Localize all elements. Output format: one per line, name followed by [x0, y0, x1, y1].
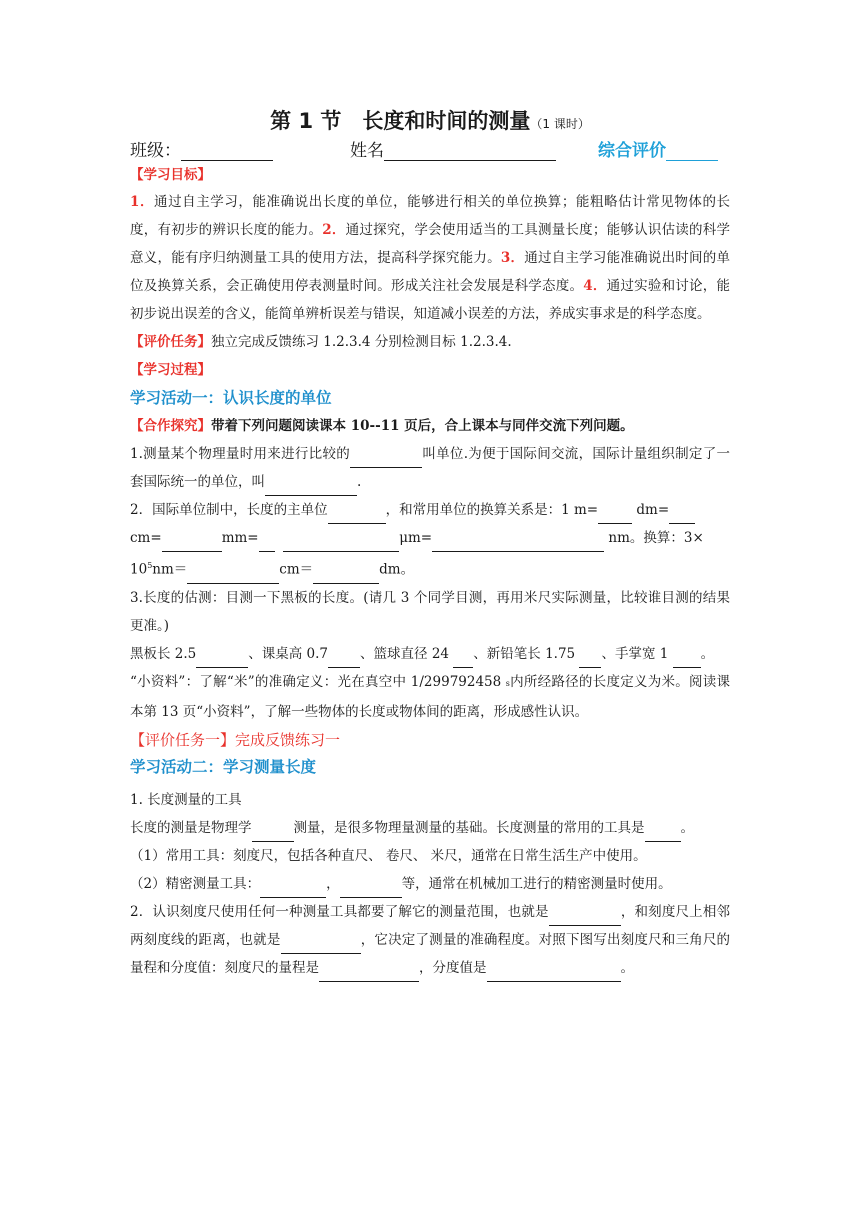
q2-blank-main-unit[interactable] — [328, 509, 386, 524]
q1-blank-1[interactable] — [350, 453, 422, 468]
est-pencil: 、新铅笔长 1.75 — [473, 645, 580, 662]
s2-part-b: ，和刻度尺上相邻两刻度线的距离，也就是 — [130, 903, 731, 948]
goal-3-text: 通过自主学习能准确说出时间的单位及换算关系，会正确使用停表测量时间。形成关注社会发展是科学态度。 — [130, 250, 731, 294]
goal-4-number: 4． — [583, 278, 607, 294]
activity-1-heading: 学习活动一：认识长度的单位 — [130, 388, 332, 407]
s2-blank-ruler-division[interactable] — [487, 967, 621, 982]
goal-2-number: 2． — [322, 222, 346, 238]
section-2-text — [130, 898, 730, 982]
est-end: 。 — [700, 645, 715, 662]
t2-blank-1[interactable] — [260, 883, 326, 898]
t2-blank-2[interactable] — [340, 883, 402, 898]
name-label: 姓名 — [350, 141, 384, 161]
s1-blank-basic[interactable] — [252, 827, 294, 842]
q2-blank-cm[interactable] — [669, 509, 695, 524]
q2-blank-um-a[interactable] — [259, 537, 275, 552]
s1-part-c: 。 — [680, 819, 694, 836]
name-field — [350, 136, 556, 161]
info-part-b: 内所经路径的长度定义为米。阅读课本第 13 页“小资料”，了解一些物体的长度或物体间的距离，形成感性认识。 — [130, 673, 730, 720]
q2-part-i: nm＝ — [152, 561, 188, 578]
q2-blank-um-b[interactable] — [283, 537, 399, 552]
question-3: 3.长度的估测：目测一下黑板的长度。(请几 3 个同学目测，再用米尺实际测量，比较谁目测的结果更准。) — [130, 589, 730, 634]
eval-blank[interactable] — [666, 142, 718, 161]
q2-blank-convert-dm[interactable] — [313, 569, 379, 584]
q2-part-g: nm。换算：3× — [604, 530, 704, 546]
q2-blank-mm[interactable] — [162, 537, 222, 552]
s1-part-b: 测量，是很多物理量测量的基础。长度测量的常用的工具是 — [293, 819, 645, 836]
worksheet-content — [130, 106, 730, 982]
goal-3-number: 3． — [500, 250, 525, 266]
est-desk: 、课桌高 0.7 — [248, 645, 329, 662]
tool-2 — [130, 870, 730, 898]
t2-part-c: 等，通常在机械加工进行的精密测量时使用。 — [401, 875, 672, 892]
est-palm: 、手掌宽 1 — [601, 645, 673, 662]
eval-task-line — [130, 328, 730, 356]
eval-field — [598, 136, 718, 161]
student-info-row — [130, 136, 730, 162]
q2-part-j: cm＝ — [279, 561, 314, 578]
estimation-line — [130, 640, 730, 726]
q2-power-base: 10 — [130, 561, 148, 578]
q1-part-c: . — [357, 474, 362, 490]
q2-blank-dm[interactable] — [598, 509, 632, 524]
title-sub: （1 课时） — [530, 117, 590, 131]
eval-label: 综合评价 — [598, 141, 666, 161]
q1-part-a: 1.测量某个物理量时用来进行比较的 — [130, 446, 351, 462]
est-blackboard: 黑板长 2.5 — [130, 645, 197, 662]
q1-blank-2[interactable] — [265, 481, 357, 496]
section-1-title: 1. 长度测量的工具 — [130, 791, 242, 808]
coop-heading: 【合作探究】 — [130, 418, 211, 434]
question-1 — [130, 440, 730, 496]
s2-blank-ruler-range[interactable] — [319, 967, 419, 982]
tool-1: （1）常用工具：刻度尺，包括各种直尺、 卷尺、 米尺，通常在日常生活生产中使用。 — [130, 847, 647, 864]
s2-part-a: 2．认识刻度尺使用任何一种测量工具都要了解它的测量范围，也就是 — [130, 903, 549, 920]
q2-part-c: dm= — [632, 502, 670, 518]
goal-2-text: 通过探究，学会使用适当的工具测量长度；能够认识估读的科学意义，能有序归纳测量工具的使用方法，提高科学探究能力。 — [130, 222, 731, 266]
q2-part-b: ，和常用单位的换算关系是：1 m= — [385, 502, 599, 518]
eval-task-heading: 【评价任务】 — [130, 334, 211, 350]
class-field — [130, 136, 273, 161]
section-1-text — [130, 814, 730, 842]
title-main: 第 1 节 长度和时间的测量 — [270, 109, 531, 133]
goal-1-text: 通过自主学习，能准确说出长度的单位，能够进行相关的单位换算；能粗略估计常见物体的长度，有初步的辨识长度的能力。 — [130, 194, 731, 238]
q2-blank-nm[interactable] — [432, 537, 604, 552]
q2-part-e: mm= — [221, 530, 259, 546]
coop-line — [130, 412, 730, 440]
eval-task-text: 独立完成反馈练习 1.2.3.4 分别检测目标 1.2.3.4. — [211, 334, 512, 350]
goals-heading: 【学习目标】 — [130, 167, 211, 183]
q2-part-a: 2．国际单位制中，长度的主单位 — [130, 502, 328, 518]
q2-part-d: cm= — [130, 530, 162, 546]
class-blank[interactable] — [181, 142, 273, 161]
est-blank-desk[interactable] — [328, 653, 360, 668]
s2-blank-range[interactable] — [549, 911, 621, 926]
s2-part-d: ，分度值是 — [419, 959, 487, 976]
est-blank-palm[interactable] — [673, 653, 701, 668]
page-title — [130, 106, 730, 136]
name-blank[interactable] — [384, 142, 556, 161]
s1-blank-tool[interactable] — [645, 827, 681, 842]
s2-blank-division[interactable] — [281, 939, 361, 954]
q2-blank-convert-cm[interactable] — [187, 569, 279, 584]
q2-part-k: dm。 — [379, 561, 415, 578]
q2-power-exponent: 5 — [147, 561, 153, 570]
t2-part-b: ， — [326, 875, 340, 892]
info-seconds: s — [505, 678, 510, 688]
goal-1-number: 1． — [130, 194, 155, 210]
process-heading: 【学习过程】 — [130, 362, 211, 378]
q2-part-f: μm= — [399, 530, 433, 546]
class-label: 班级： — [130, 141, 181, 161]
est-blank-pencil[interactable] — [579, 653, 601, 668]
est-blank-blackboard[interactable] — [196, 653, 248, 668]
coop-text: 带着下列问题阅读课本 10--11 页后，合上课本与同伴交流下列问题。 — [211, 418, 634, 434]
info-part-a: “小资料”：了解“米”的准确定义：光在真空中 1/299792458 — [130, 673, 506, 690]
t2-part-a: （2）精密测量工具： — [130, 875, 261, 892]
eval-task-1: 【评价任务一】完成反馈练习一 — [130, 730, 341, 749]
s2-part-c: ，它决定了测量的准确程度。对照下图写出刻度尺和三角尺的量程和分度值：刻度尺的量程是 — [130, 931, 731, 976]
s1-part-a: 长度的测量是物理学 — [130, 819, 252, 836]
q1-part-b: 叫单位.为便于国际间交流，国际计量组织制定了一套国际统一的单位，叫 — [130, 446, 730, 490]
est-basketball: 、篮球直径 24 — [360, 645, 454, 662]
activity-2-heading: 学习活动二：学习测量长度 — [130, 756, 317, 776]
s2-part-e: 。 — [620, 959, 634, 976]
est-blank-basketball[interactable] — [453, 653, 473, 668]
question-2 — [130, 496, 730, 584]
goal-4-text: 通过实验和讨论，能初步说出误差的含义，能简单辨析误差与错误，知道减小误差的方法，养成实事求是的科学态度。 — [130, 278, 731, 322]
goals-text — [130, 188, 730, 328]
